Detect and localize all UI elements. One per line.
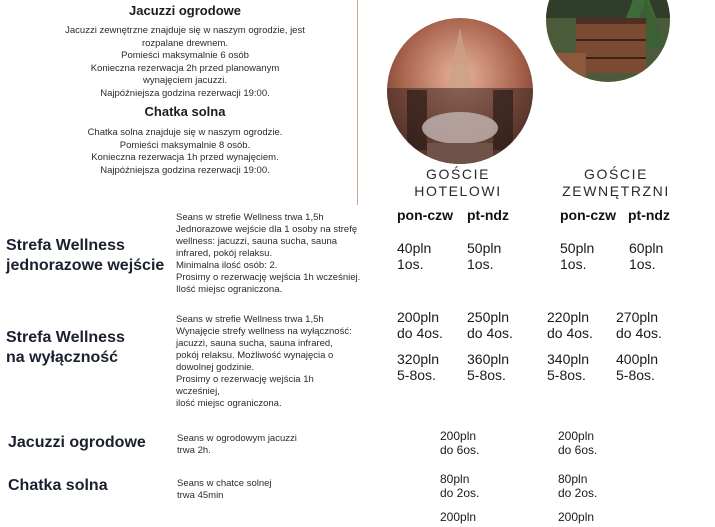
hotel-guests-header [390,166,526,200]
external-weekend-header: pt-ndz [628,207,670,223]
title-line: Strefa Wellness [6,237,125,254]
price-value: 200pln [440,429,477,443]
price-value: 50pln [560,240,595,256]
price-value-next: 200pln [440,510,477,524]
desc-line: Prosimy o rezerwację wejścia 1h wcześniej. [176,272,361,283]
desc-line: infrared, pokój relaksu. [176,248,273,259]
people-count: do 6os. [440,443,480,457]
jacuzzi-row-title: Jacuzzi ogrodowe [8,434,146,451]
title-line: Strefa Wellness [6,329,125,346]
price-cell [547,309,593,341]
desc-line: jacuzzi, sauna sucha, sauna infrared, [176,338,333,349]
wellness-exclusive-title [6,328,125,368]
desc-line: wcześniej, [176,386,220,397]
desc-line: wellness: jacuzzi, sauna sucha, sauna [176,236,338,247]
price-value-next: 200pln [558,510,595,524]
info-line: Jacuzzi zewnętrzne znajduje się w naszym ogrodzie, jest [65,25,305,36]
desc-line: Wynajęcie strefy wellness na wyłączność: [176,326,352,337]
people-count: 5-8os. [397,367,436,383]
info-line: Najpóźniejsza godzina rezerwacji 19:00. [100,164,270,176]
price-value: 50pln [467,240,502,256]
info-line: Pomieści maksymalnie 8 osób. [119,139,251,151]
salt-hut-photo [387,18,533,164]
price-cell [467,309,513,341]
price-cell [558,429,597,457]
price-cell [440,472,479,500]
price-value: 60pln [629,240,664,256]
price-value: 80pln [440,472,470,486]
price-value: 40pln [397,240,432,256]
info-line: Najpóźniejsza godzina rezerwacji 19:00. [100,87,270,99]
desc-line: Jednorazowe wejście dla 1 osoby na strefę [176,224,358,235]
price-cell [467,240,501,272]
price-cell [560,240,594,272]
header-line: GOŚCIE [425,166,491,182]
people-count: 1os. [467,256,494,272]
wellness-single-title [6,236,164,276]
desc-line: Seans w strefie Wellness trwa 1,5h [176,212,324,223]
price-cell [616,309,662,341]
wellness-single-description [176,212,386,296]
desc-line: pokój relaksu. Możliwość wynajęcia o [176,350,334,361]
desc-line: Seans w chatce solnej [177,478,272,489]
chatka-info-title: Chatka solna [144,104,226,119]
price-value: 80pln [558,472,588,486]
desc-line: Seans w ogrodowym jacuzzi [177,433,297,444]
garden-jacuzzi-photo [546,0,670,82]
vertical-divider [357,0,358,205]
title-line: na wyłączność [6,349,119,366]
chatka-row-title: Chatka solna [8,477,108,494]
desc-line: Ilość miejsc ograniczona. [176,284,283,295]
people-count: do 6os. [558,443,598,457]
price-value: 340pln [547,351,590,367]
people-count: do 4os. [547,325,593,341]
wellness-exclusive-description [176,314,386,410]
jacuzzi-row-description [177,433,377,457]
header-line: ZEWNĘTRZNI [562,183,670,199]
people-count: 5-8os. [547,367,586,383]
desc-line: Seans w strefie Wellness trwa 1,5h [176,314,324,325]
price-cell [397,240,431,272]
price-value: 200pln [558,429,595,443]
people-count: do 4os. [616,325,662,341]
price-cell [547,351,589,383]
desc-line: Minimalna ilość osób: 2. [176,260,278,271]
info-line: rozpalane drewnem. [141,37,229,49]
price-cell [397,309,443,341]
price-value: 200pln [397,309,440,325]
price-cell [616,351,658,383]
people-count: 1os. [629,256,656,272]
external-guests-header [548,166,684,200]
desc-line: trwa 2h. [177,445,211,456]
desc-line: dowolnej godzinie. [176,362,255,373]
info-line: Konieczna rezerwacja 2h przed planowanym [90,62,280,74]
title-line: jednorazowe wejście [6,257,165,274]
info-line: Konieczna rezerwacja 1h przed wynajęciem. [91,152,279,163]
people-count: 1os. [560,256,587,272]
price-cell [558,472,597,500]
desc-line: trwa 45min [177,490,224,501]
price-cell [467,351,509,383]
info-line: wynajęciem jacuzzi. [143,75,227,86]
price-value: 220pln [547,309,590,325]
price-value: 400pln [616,351,659,367]
header-line: HOTELOWI [414,183,502,199]
desc-line: Prosimy o rezerwację wejścia 1h [176,374,314,385]
price-cell [440,429,479,457]
info-line: Chatka solna znajduje się w naszym ogrodzie. [87,127,283,138]
desc-line: ilość miejsc ograniczona. [176,398,282,409]
people-count: 1os. [397,256,424,272]
chatka-row-description [177,478,377,502]
people-count: do 4os. [397,325,443,341]
external-weekday-header: pon-czw [560,207,616,223]
price-cell [629,240,663,272]
price-value: 250pln [467,309,510,325]
jacuzzi-illustration [546,0,670,82]
price-value: 360pln [467,351,510,367]
hotel-weekend-header: pt-ndz [467,207,509,223]
people-count: do 2os. [558,486,598,500]
header-line: GOŚCIE [583,166,649,182]
salt-hut-illustration [387,18,533,164]
price-value: 320pln [397,351,440,367]
jacuzzi-info-text [40,25,330,100]
jacuzzi-info-title: Jacuzzi ogrodowe [129,3,241,18]
price-cell [397,351,439,383]
info-line: Pomieści maksymalnie 6 osób [121,50,249,61]
hotel-weekday-header: pon-czw [397,207,453,223]
price-value: 270pln [616,309,659,325]
people-count: 5-8os. [467,367,506,383]
people-count: do 2os. [440,486,480,500]
people-count: do 4os. [467,325,513,341]
people-count: 5-8os. [616,367,655,383]
chatka-info-text [40,127,330,177]
